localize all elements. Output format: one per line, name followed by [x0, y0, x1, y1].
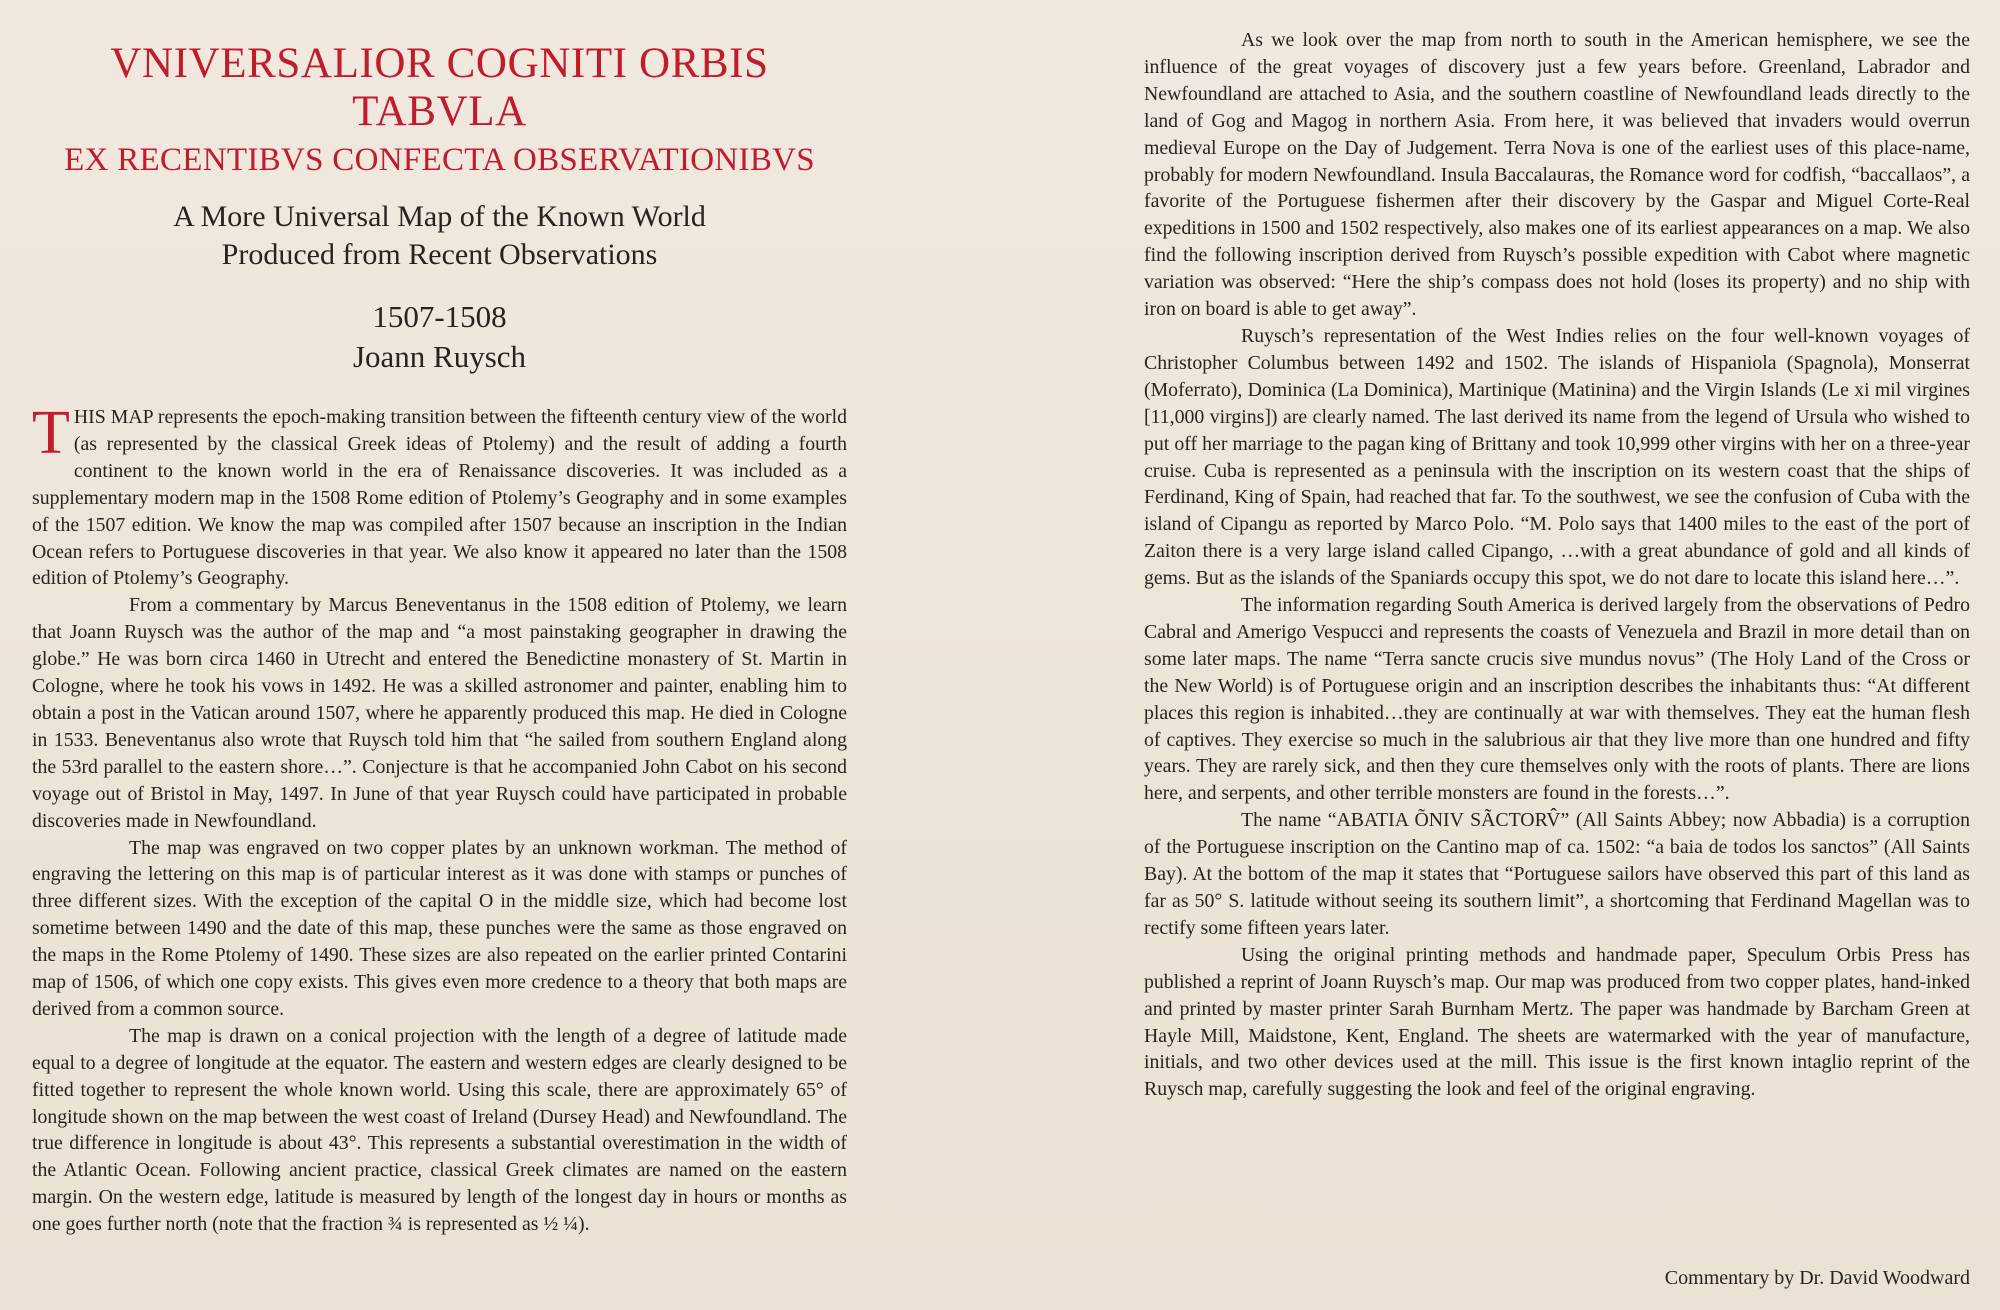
title-block	[32, 40, 847, 376]
english-title-line-2: Produced from Recent Observations	[221, 238, 658, 271]
paragraph: Using the original printing methods and handmade paper, Speculum Orbis Press has published a reprint of Joann Ruysch’s map. Our map was produced from two copper plates, hand-inked and printed by master printer Sarah Burnham Mertz. The paper was handmade by Barcham Green at Hayle Mill, Maidstone, Kent, England. The sheets are watermarked with the year of manufacture, initials, and two other devices used at the mill. This issue is the first known intaglio reprint of the Ruysch map, carefully suggesting the look and feel of the original engraving.	[1144, 943, 1970, 1101]
paragraph: The name “ABATIA ÕNIV SÃCTORV̂” (All Saints Abbey; now Abbadia) is a corruption of the Portuguese inscription on the Cantino map of ca. 1502: “a baia de todos los sanctos” (All Saints Bay). At the bottom of the map it states that “Portuguese sailors have observed this part of this land as far as 50° S. latitude without seeing its southern limit”, a shortcoming that Ferdinand Magellan was to rectify some fifteen years later.	[1144, 809, 1970, 939]
latin-subtitle: EX RECENTIBVS CONFECTA OBSERVATIONIBVS	[64, 142, 815, 178]
left-column	[32, 0, 847, 1310]
english-title-line-1: A More Universal Map of the Known World	[173, 200, 706, 233]
right-body-text	[1144, 27, 1970, 1103]
paragraph	[32, 399, 847, 592]
latin-title: VNIVERSALIOR COGNITI ORBIS TABVLA	[110, 40, 769, 135]
paragraph: The map was engraved on two copper plates by an unknown workman. The method of engraving the lettering on this map is of particular interest as it was done with stamps or punches of three different sizes. With the exception of the capital O in the middle size, which had become lost sometime between 1490 and the date of this map, these punches were the same as those engraved on the maps in the Rome Ptolemy of 1490. These sizes are also repeated on the earlier printed Contarini map of 1506, of which one copy exists. This gives even more credence to a theory that both maps are derived from a common source.	[32, 836, 847, 1020]
paragraph: From a commentary by Marcus Beneventanus in the 1508 edition of Ptolemy, we learn that Joann Ruysch was the author of the map and “a most painstaking geographer in drawing the globe.” He was born circa 1460 in Utrecht and entered the Benedictine monastery of St. Martin in Cologne, where he took his vows in 1492. He was a skilled astronomer and painter, enabling him to obtain a post in the Vatican around 1507, where he apparently produced this map. He died in Cologne in 1533. Beneventanus also wrote that Ruysch told him that “he sailed from southern England along the 53rd parallel to the eastern shore…”. Conjecture is that he accompanied John Cabot on his second voyage out of Bristol in May, 1497. In June of that year Ruysch could have participated in probable discoveries made in Newfoundland.	[32, 594, 847, 832]
paragraph-text: HIS MAP represents the epoch-making transition between the fifteenth century view of the world (as represented by the classical Greek ideas of Ptolemy) and the result of adding a fourth continent to the known world in the era of Renaissance discoveries. It was included as a supplementary modern map in the 1508 Rome edition of Ptolemy’s Geography and in some examples of the 1507 edition. We know the map was compiled after 1507 because an inscription in the Indian Ocean refers to Portuguese discoveries in that year. We also know it appeared no later than the 1508 edition of Ptolemy’s Geography.	[32, 406, 847, 590]
english-title	[32, 198, 847, 274]
commentary-credit: Commentary by Dr. David Woodward	[1664, 1267, 1970, 1289]
paragraph: Ruysch’s representation of the West Indies relies on the four well-known voyages of Christopher Columbus between 1492 and 1502. The islands of Hispaniola (Spagnola), Monserrat (Moferrato), Dominica (La Dominica), Martinique (Matinina) and the Virgin Islands (Le xi mil virgines [11,000 virgins]) are clearly named. The last derived its name from the legend of Ursula who wished to put off her marriage to the pagan king of Brittany and took 10,999 other virgins with her on a three-year cruise. Cuba is represented as a peninsula with the inscription on its western coast that the ships of Ferdinand, King of Spain, had reached that far. To the southwest, we see the confusion of Cuba with the island of Cipangu as reported by Marco Polo. “M. Polo says that 1400 miles to the east of the port of Zaiton there is a very large island called Cipango, …with a great abundance of gold and all kinds of gems. But as the islands of the Spaniards occupy this spot, we do not dare to locate this island here…”.	[1144, 324, 1970, 590]
paragraph: The information regarding South America is derived largely from the observations of Pedro Cabral and Amerigo Vespucci and represents the coasts of Venezuela and Brazil in more detail than on some later maps. The name “Terra sancte crucis sive mundus novus” (The Holy Land of the Cross or the New World) is of Portuguese origin and an inscription describes the inhabitants thus: “At different places this region is inhabited…they are continually at war with themselves. They eat the human flesh of captives. They exercise so much in the salubrious air that they live more than one hundred and fifty years. They are rarely sick, and then they cure themselves only with the roots of plants. There are lions here, and serpents, and other terrible monsters are found in the forests…”.	[1144, 594, 1970, 805]
right-column	[1144, 0, 1970, 1310]
paragraph: As we look over the map from north to south in the American hemisphere, we see the influence of the great voyages of discovery just a few years before. Greenland, Labrador and Newfoundland are attached to Asia, and the southern coastline of Newfoundland leads directly to the land of Gog and Magog in northern Asia. From here, it was believed that invaders would overrun medieval Europe on the Day of Judgement. Terra Nova is one of the earliest uses of this place-name, probably for modern Newfoundland. Insula Baccalauras, the Romance word for codfish, “baccallaos”, a favorite of the Portuguese fishermen after their discovery by the Gaspar and Miguel Corte-Real expeditions in 1500 and 1502 respectively, also makes one of its earliest appearances on a map. We also find the following inscription derived from Ruysch’s possible expedition with Cabot where magnetic variation was observed: “Here the ship’s compass does not hold (loses its property) and no ship with iron on board is able to get away”.	[1144, 29, 1970, 321]
paragraph: The map is drawn on a conical projection with the length of a degree of latitude made equal to a degree of longitude at the equator. The eastern and western edges are clearly designed to be fitted together to represent the whole known world. Using this scale, there are approximately 65° of longitude shown on the map between the west coast of Ireland (Dursey Head) and Newfoundland. The true difference in longitude is about 43°. This represents a substantial overestimation in the width of the Atlantic Ocean. Following ancient practice, classical Greek climates are named on the eastern margin. On the western edge, latitude is measured by length of the longest day in hours or months as one goes further north (note that the fraction ¾ is represented as ½ ¼).	[32, 1024, 847, 1236]
date-range: 1507-1508	[372, 299, 507, 334]
left-body-text	[32, 399, 847, 1238]
author-name: Joann Ruysch	[352, 339, 527, 374]
drop-cap: T	[32, 399, 70, 467]
